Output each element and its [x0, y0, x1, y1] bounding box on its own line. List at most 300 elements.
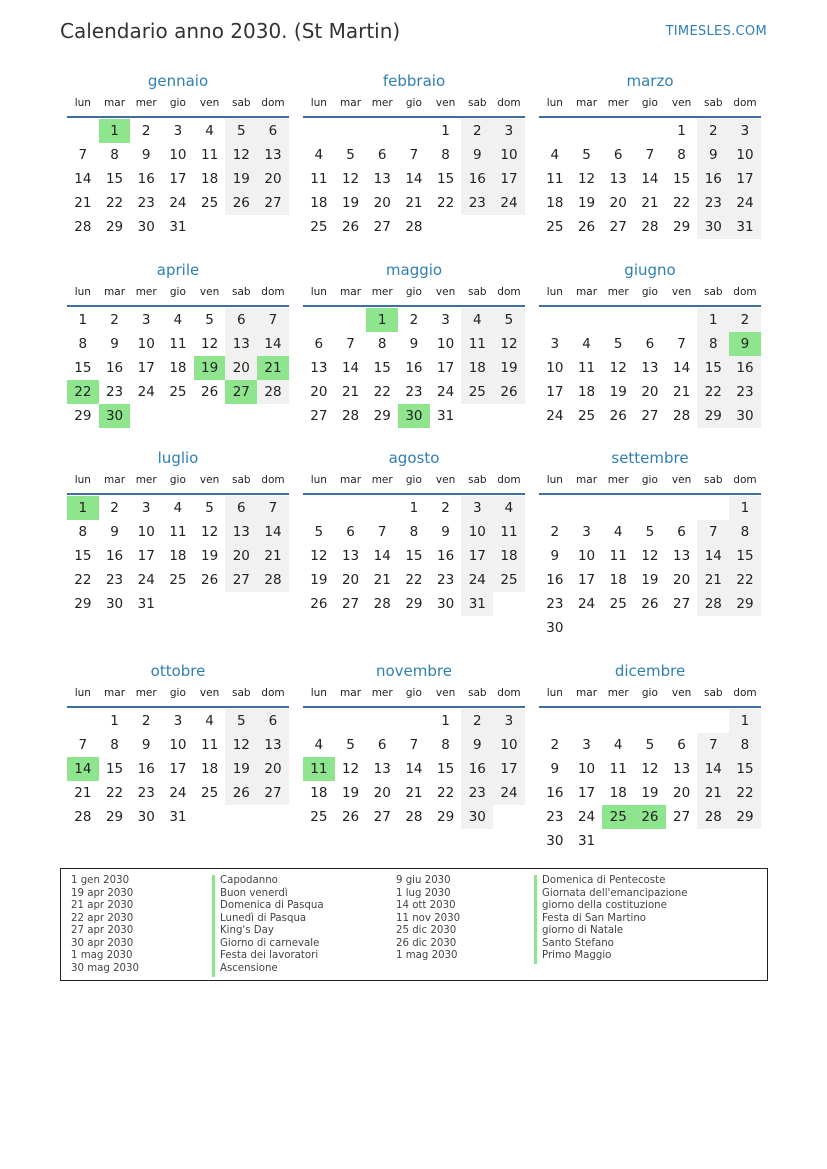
day-cell[interactable]: 31 [461, 592, 493, 616]
day-cell[interactable]: 16 [405, 360, 423, 376]
day-cell[interactable]: 20 [257, 167, 289, 191]
day-cell[interactable]: 24 [546, 408, 564, 424]
day-cell[interactable]: 23 [137, 785, 155, 801]
day-cell[interactable]: 5 [645, 737, 655, 753]
day-cell[interactable]: 8 [110, 147, 119, 163]
day-cell[interactable]: 5 [346, 147, 355, 163]
day-cell[interactable]: 21 [373, 572, 391, 588]
day-cell[interactable]: 8 [409, 524, 419, 540]
day-cell[interactable]: 1 [729, 496, 761, 520]
day-cell[interactable]: 19 [609, 384, 627, 400]
day-cell[interactable]: 12 [201, 524, 219, 540]
day-cell[interactable]: 14 [673, 360, 691, 376]
day-cell[interactable]: 4 [613, 524, 623, 540]
day-cell[interactable]: 23 [729, 380, 761, 404]
day-cell[interactable]: 21 [405, 195, 423, 211]
day-cell[interactable]: 19 [641, 572, 659, 588]
day-cell[interactable]: 10 [577, 761, 596, 777]
day-cell[interactable]: 7 [257, 308, 289, 332]
day-cell[interactable]: 17 [461, 544, 493, 568]
day-cell[interactable]: 6 [677, 737, 686, 753]
day-cell[interactable]: 16 [546, 572, 564, 588]
day-cell[interactable]: 2 [409, 312, 419, 328]
day-cell[interactable]: 17 [169, 761, 187, 777]
day-cell[interactable]: 27 [225, 568, 257, 592]
day-cell[interactable]: 2 [110, 312, 119, 328]
day-cell[interactable]: 9 [110, 524, 119, 540]
day-cell[interactable]: 22 [74, 572, 92, 588]
day-cell[interactable]: 10 [169, 737, 187, 753]
day-cell[interactable]: 19 [493, 356, 525, 380]
day-cell[interactable]: 18 [169, 360, 187, 376]
day-cell[interactable]: 15 [437, 761, 455, 777]
day-cell[interactable]: 4 [314, 737, 324, 753]
day-cell[interactable]: 17 [546, 384, 564, 400]
day-cell[interactable]: 8 [441, 147, 450, 163]
day-cell[interactable]: 16 [437, 548, 455, 564]
day-cell[interactable]: 7 [677, 336, 686, 352]
day-cell[interactable]: 15 [437, 171, 455, 187]
day-cell[interactable]: 15 [729, 544, 761, 568]
day-cell[interactable]: 6 [613, 147, 623, 163]
holiday-day-cell[interactable]: 1 [99, 119, 131, 143]
day-cell[interactable]: 11 [169, 336, 187, 352]
day-cell[interactable]: 24 [169, 785, 187, 801]
holiday-day-cell[interactable]: 11 [303, 757, 335, 781]
day-cell[interactable]: 6 [257, 709, 289, 733]
day-cell[interactable]: 19 [201, 548, 219, 564]
day-cell[interactable]: 11 [609, 548, 627, 564]
day-cell[interactable]: 27 [373, 809, 391, 825]
day-cell[interactable]: 11 [577, 360, 596, 376]
day-cell[interactable]: 22 [105, 785, 124, 801]
day-cell[interactable]: 7 [645, 147, 655, 163]
day-cell[interactable]: 12 [609, 360, 627, 376]
day-cell[interactable]: 28 [697, 805, 729, 829]
day-cell[interactable]: 27 [373, 219, 391, 235]
day-cell[interactable]: 12 [225, 143, 257, 167]
day-cell[interactable]: 18 [546, 195, 564, 211]
day-cell[interactable]: 20 [225, 544, 257, 568]
day-cell[interactable]: 7 [409, 737, 419, 753]
day-cell[interactable]: 26 [609, 408, 627, 424]
day-cell[interactable]: 24 [137, 572, 155, 588]
day-cell[interactable]: 10 [137, 524, 155, 540]
day-cell[interactable]: 2 [697, 119, 729, 143]
day-cell[interactable]: 29 [74, 408, 92, 424]
day-cell[interactable]: 1 [110, 713, 119, 729]
day-cell[interactable]: 21 [673, 384, 691, 400]
day-cell[interactable]: 22 [105, 195, 124, 211]
holiday-day-cell[interactable]: 21 [257, 356, 289, 380]
day-cell[interactable]: 11 [310, 171, 328, 187]
day-cell[interactable]: 24 [493, 191, 525, 215]
holiday-day-cell[interactable]: 19 [194, 356, 226, 380]
day-cell[interactable]: 8 [110, 737, 119, 753]
day-cell[interactable]: 9 [409, 336, 419, 352]
day-cell[interactable]: 23 [697, 191, 729, 215]
day-cell[interactable]: 4 [550, 147, 560, 163]
day-cell[interactable]: 12 [493, 332, 525, 356]
day-cell[interactable]: 22 [437, 785, 455, 801]
day-cell[interactable]: 15 [105, 171, 124, 187]
day-cell[interactable]: 29 [673, 219, 691, 235]
day-cell[interactable]: 20 [257, 757, 289, 781]
day-cell[interactable]: 25 [546, 219, 564, 235]
day-cell[interactable]: 4 [173, 312, 183, 328]
day-cell[interactable]: 29 [437, 809, 455, 825]
day-cell[interactable]: 10 [169, 147, 187, 163]
day-cell[interactable]: 19 [641, 785, 659, 801]
day-cell[interactable]: 12 [641, 548, 659, 564]
day-cell[interactable]: 16 [461, 757, 493, 781]
day-cell[interactable]: 20 [673, 785, 691, 801]
day-cell[interactable]: 8 [377, 336, 387, 352]
day-cell[interactable]: 10 [546, 360, 564, 376]
day-cell[interactable]: 27 [257, 191, 289, 215]
holiday-day-cell[interactable]: 1 [366, 308, 398, 332]
day-cell[interactable]: 30 [697, 215, 729, 239]
day-cell[interactable]: 2 [729, 308, 761, 332]
day-cell[interactable]: 1 [729, 709, 761, 733]
day-cell[interactable]: 27 [257, 781, 289, 805]
day-cell[interactable]: 25 [493, 568, 525, 592]
day-cell[interactable]: 10 [493, 143, 525, 167]
day-cell[interactable]: 7 [78, 147, 88, 163]
day-cell[interactable]: 26 [310, 596, 328, 612]
holiday-day-cell[interactable]: 14 [67, 757, 99, 781]
day-cell[interactable]: 25 [169, 572, 187, 588]
day-cell[interactable]: 19 [310, 572, 328, 588]
day-cell[interactable]: 22 [405, 572, 423, 588]
day-cell[interactable]: 3 [141, 312, 151, 328]
day-cell[interactable]: 28 [74, 219, 92, 235]
day-cell[interactable]: 13 [373, 761, 391, 777]
day-cell[interactable]: 21 [641, 195, 659, 211]
day-cell[interactable]: 19 [341, 785, 360, 801]
day-cell[interactable]: 8 [441, 737, 450, 753]
day-cell[interactable]: 8 [729, 733, 761, 757]
day-cell[interactable]: 6 [377, 737, 387, 753]
day-cell[interactable]: 31 [169, 219, 187, 235]
day-cell[interactable]: 10 [729, 143, 761, 167]
day-cell[interactable]: 24 [437, 384, 455, 400]
day-cell[interactable]: 26 [341, 219, 360, 235]
day-cell[interactable]: 14 [373, 548, 391, 564]
day-cell[interactable]: 3 [550, 336, 560, 352]
day-cell[interactable]: 14 [641, 171, 659, 187]
day-cell[interactable]: 11 [201, 147, 219, 163]
day-cell[interactable]: 16 [546, 785, 564, 801]
day-cell[interactable]: 9 [441, 524, 450, 540]
day-cell[interactable]: 6 [225, 308, 257, 332]
holiday-day-cell[interactable]: 30 [398, 404, 430, 428]
holiday-day-cell[interactable]: 27 [225, 380, 257, 404]
day-cell[interactable]: 19 [225, 167, 257, 191]
day-cell[interactable]: 9 [550, 761, 560, 777]
day-cell[interactable]: 21 [74, 785, 92, 801]
day-cell[interactable]: 25 [577, 408, 596, 424]
day-cell[interactable]: 22 [729, 781, 761, 805]
day-cell[interactable]: 20 [641, 384, 659, 400]
day-cell[interactable]: 28 [74, 809, 92, 825]
day-cell[interactable]: 23 [105, 572, 124, 588]
day-cell[interactable]: 14 [697, 757, 729, 781]
day-cell[interactable]: 13 [673, 761, 691, 777]
day-cell[interactable]: 21 [697, 568, 729, 592]
day-cell[interactable]: 23 [137, 195, 155, 211]
day-cell[interactable]: 14 [341, 360, 360, 376]
day-cell[interactable]: 3 [729, 119, 761, 143]
day-cell[interactable]: 18 [461, 356, 493, 380]
day-cell[interactable]: 29 [373, 408, 391, 424]
day-cell[interactable]: 17 [137, 360, 155, 376]
day-cell[interactable]: 1 [409, 500, 419, 516]
day-cell[interactable]: 31 [577, 833, 596, 849]
day-cell[interactable]: 22 [437, 195, 455, 211]
day-cell[interactable]: 14 [257, 332, 289, 356]
day-cell[interactable]: 21 [74, 195, 92, 211]
day-cell[interactable]: 17 [169, 171, 187, 187]
day-cell[interactable]: 19 [577, 195, 596, 211]
day-cell[interactable]: 13 [310, 360, 328, 376]
day-cell[interactable]: 30 [105, 596, 124, 612]
holiday-day-cell[interactable]: 22 [67, 380, 99, 404]
day-cell[interactable]: 23 [461, 781, 493, 805]
day-cell[interactable]: 12 [641, 761, 659, 777]
day-cell[interactable]: 9 [141, 737, 151, 753]
day-cell[interactable]: 10 [493, 733, 525, 757]
day-cell[interactable]: 18 [201, 761, 219, 777]
day-cell[interactable]: 13 [373, 171, 391, 187]
day-cell[interactable]: 29 [405, 596, 423, 612]
holiday-day-cell[interactable]: 25 [602, 805, 634, 829]
day-cell[interactable]: 19 [341, 195, 360, 211]
day-cell[interactable]: 28 [673, 408, 691, 424]
day-cell[interactable]: 17 [437, 360, 455, 376]
day-cell[interactable]: 31 [169, 809, 187, 825]
day-cell[interactable]: 5 [493, 308, 525, 332]
day-cell[interactable]: 8 [729, 520, 761, 544]
day-cell[interactable]: 6 [645, 336, 655, 352]
day-cell[interactable]: 2 [461, 709, 493, 733]
day-cell[interactable]: 17 [137, 548, 155, 564]
day-cell[interactable]: 10 [137, 336, 155, 352]
day-cell[interactable]: 16 [697, 167, 729, 191]
day-cell[interactable]: 28 [373, 596, 391, 612]
day-cell[interactable]: 2 [550, 737, 560, 753]
day-cell[interactable]: 12 [225, 733, 257, 757]
day-cell[interactable]: 30 [437, 596, 455, 612]
day-cell[interactable]: 26 [341, 809, 360, 825]
day-cell[interactable]: 4 [173, 500, 183, 516]
day-cell[interactable]: 28 [405, 219, 423, 235]
day-cell[interactable]: 30 [137, 809, 155, 825]
day-cell[interactable]: 29 [105, 809, 124, 825]
day-cell[interactable]: 17 [493, 757, 525, 781]
day-cell[interactable]: 16 [137, 171, 155, 187]
day-cell[interactable]: 3 [582, 524, 591, 540]
day-cell[interactable]: 22 [729, 568, 761, 592]
day-cell[interactable]: 12 [310, 548, 328, 564]
site-logo-text[interactable]: TIMESLES.COM [665, 24, 767, 39]
day-cell[interactable]: 29 [105, 219, 124, 235]
day-cell[interactable]: 14 [74, 171, 92, 187]
day-cell[interactable]: 13 [225, 520, 257, 544]
day-cell[interactable]: 12 [577, 171, 596, 187]
day-cell[interactable]: 23 [405, 384, 423, 400]
day-cell[interactable]: 3 [493, 119, 525, 143]
day-cell[interactable]: 26 [201, 384, 219, 400]
day-cell[interactable]: 25 [461, 380, 493, 404]
day-cell[interactable]: 11 [609, 761, 627, 777]
day-cell[interactable]: 8 [78, 336, 88, 352]
day-cell[interactable]: 24 [577, 596, 596, 612]
day-cell[interactable]: 20 [310, 384, 328, 400]
day-cell[interactable]: 27 [673, 596, 691, 612]
day-cell[interactable]: 11 [201, 737, 219, 753]
day-cell[interactable]: 7 [257, 496, 289, 520]
day-cell[interactable]: 12 [201, 336, 219, 352]
day-cell[interactable]: 6 [225, 496, 257, 520]
day-cell[interactable]: 5 [225, 709, 257, 733]
day-cell[interactable]: 1 [677, 123, 686, 139]
day-cell[interactable]: 27 [609, 219, 627, 235]
day-cell[interactable]: 14 [405, 761, 423, 777]
day-cell[interactable]: 18 [609, 785, 627, 801]
day-cell[interactable]: 11 [546, 171, 564, 187]
day-cell[interactable]: 2 [550, 524, 560, 540]
day-cell[interactable]: 6 [346, 524, 355, 540]
day-cell[interactable]: 9 [141, 147, 151, 163]
day-cell[interactable]: 8 [697, 332, 729, 356]
day-cell[interactable]: 5 [205, 312, 214, 328]
day-cell[interactable]: 24 [137, 384, 155, 400]
day-cell[interactable]: 11 [493, 520, 525, 544]
day-cell[interactable]: 2 [461, 119, 493, 143]
day-cell[interactable]: 15 [74, 360, 92, 376]
day-cell[interactable]: 18 [577, 384, 596, 400]
day-cell[interactable]: 18 [201, 171, 219, 187]
day-cell[interactable]: 16 [729, 356, 761, 380]
day-cell[interactable]: 6 [677, 524, 686, 540]
day-cell[interactable]: 22 [373, 384, 391, 400]
day-cell[interactable]: 26 [493, 380, 525, 404]
holiday-day-cell[interactable]: 9 [729, 332, 761, 356]
day-cell[interactable]: 11 [169, 524, 187, 540]
day-cell[interactable]: 18 [169, 548, 187, 564]
day-cell[interactable]: 29 [729, 805, 761, 829]
day-cell[interactable]: 31 [437, 408, 455, 424]
day-cell[interactable]: 26 [225, 781, 257, 805]
day-cell[interactable]: 30 [461, 805, 493, 829]
day-cell[interactable]: 3 [461, 496, 493, 520]
day-cell[interactable]: 13 [257, 143, 289, 167]
day-cell[interactable]: 10 [577, 548, 596, 564]
day-cell[interactable]: 28 [341, 408, 360, 424]
day-cell[interactable]: 23 [105, 384, 124, 400]
day-cell[interactable]: 24 [461, 568, 493, 592]
day-cell[interactable]: 4 [205, 123, 214, 139]
day-cell[interactable]: 10 [461, 520, 493, 544]
day-cell[interactable]: 5 [314, 524, 324, 540]
day-cell[interactable]: 26 [641, 596, 659, 612]
day-cell[interactable]: 3 [441, 312, 450, 328]
holiday-day-cell[interactable]: 26 [634, 805, 666, 829]
day-cell[interactable]: 2 [441, 500, 450, 516]
day-cell[interactable]: 2 [141, 123, 151, 139]
day-cell[interactable]: 17 [577, 785, 596, 801]
day-cell[interactable]: 3 [493, 709, 525, 733]
holiday-day-cell[interactable]: 1 [67, 496, 99, 520]
day-cell[interactable]: 11 [461, 332, 493, 356]
day-cell[interactable]: 17 [493, 167, 525, 191]
day-cell[interactable]: 4 [314, 147, 324, 163]
day-cell[interactable]: 3 [173, 713, 183, 729]
day-cell[interactable]: 26 [201, 572, 219, 588]
day-cell[interactable]: 5 [346, 737, 355, 753]
day-cell[interactable]: 18 [609, 572, 627, 588]
day-cell[interactable]: 13 [609, 171, 627, 187]
day-cell[interactable]: 21 [257, 544, 289, 568]
day-cell[interactable]: 2 [141, 713, 151, 729]
day-cell[interactable]: 9 [110, 336, 119, 352]
day-cell[interactable]: 7 [377, 524, 387, 540]
day-cell[interactable]: 7 [697, 520, 729, 544]
day-cell[interactable]: 15 [673, 171, 691, 187]
day-cell[interactable]: 5 [613, 336, 623, 352]
day-cell[interactable]: 29 [697, 404, 729, 428]
day-cell[interactable]: 12 [341, 761, 360, 777]
day-cell[interactable]: 26 [225, 191, 257, 215]
day-cell[interactable]: 20 [225, 356, 257, 380]
day-cell[interactable]: 7 [78, 737, 88, 753]
day-cell[interactable]: 9 [697, 143, 729, 167]
holiday-day-cell[interactable]: 30 [99, 404, 131, 428]
day-cell[interactable]: 23 [437, 572, 455, 588]
day-cell[interactable]: 1 [441, 123, 450, 139]
day-cell[interactable]: 30 [137, 219, 155, 235]
day-cell[interactable]: 27 [341, 596, 360, 612]
day-cell[interactable]: 24 [169, 195, 187, 211]
day-cell[interactable]: 8 [78, 524, 88, 540]
day-cell[interactable]: 9 [461, 143, 493, 167]
day-cell[interactable]: 4 [205, 713, 214, 729]
day-cell[interactable]: 25 [169, 384, 187, 400]
day-cell[interactable]: 2 [110, 500, 119, 516]
day-cell[interactable]: 24 [493, 781, 525, 805]
day-cell[interactable]: 18 [310, 785, 328, 801]
day-cell[interactable]: 13 [641, 360, 659, 376]
day-cell[interactable]: 20 [341, 572, 360, 588]
day-cell[interactable]: 7 [409, 147, 419, 163]
day-cell[interactable]: 28 [697, 592, 729, 616]
day-cell[interactable]: 16 [105, 548, 124, 564]
day-cell[interactable]: 25 [201, 785, 219, 801]
day-cell[interactable]: 29 [729, 592, 761, 616]
day-cell[interactable]: 9 [550, 548, 560, 564]
day-cell[interactable]: 30 [546, 620, 564, 636]
day-cell[interactable]: 14 [405, 171, 423, 187]
day-cell[interactable]: 31 [137, 596, 155, 612]
day-cell[interactable]: 6 [377, 147, 387, 163]
day-cell[interactable]: 15 [373, 360, 391, 376]
day-cell[interactable]: 1 [697, 308, 729, 332]
day-cell[interactable]: 13 [225, 332, 257, 356]
day-cell[interactable]: 16 [105, 360, 124, 376]
day-cell[interactable]: 15 [729, 757, 761, 781]
day-cell[interactable]: 25 [609, 596, 627, 612]
